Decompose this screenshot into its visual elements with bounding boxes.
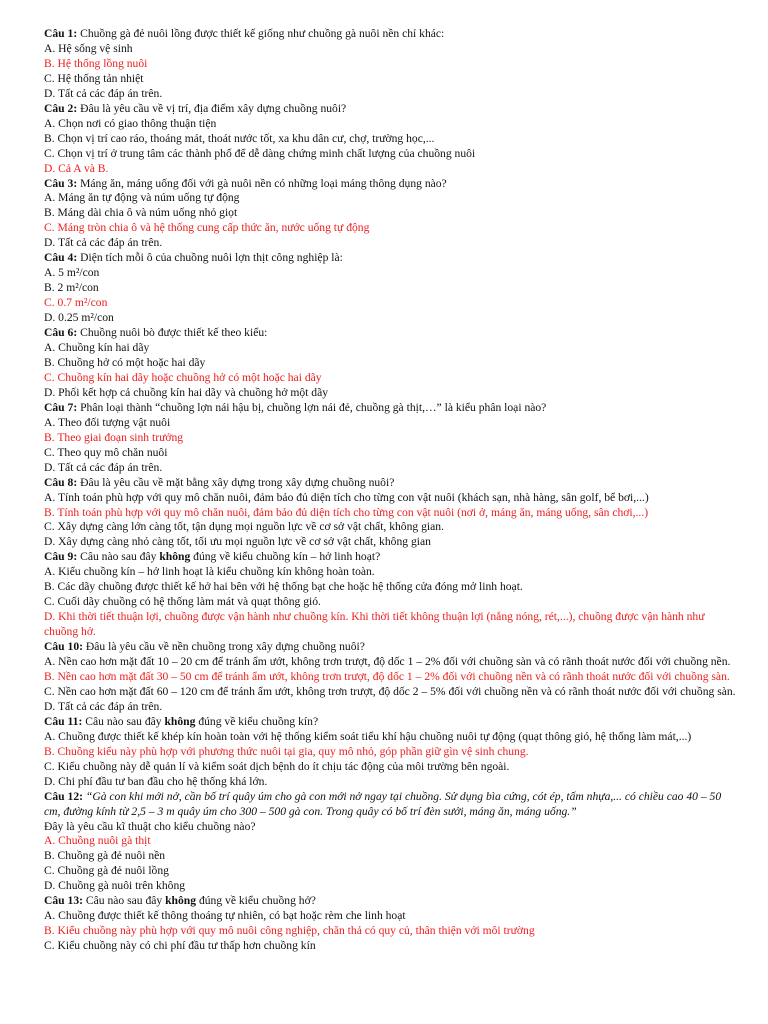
question-13 [44, 894, 738, 954]
question-6 [44, 326, 738, 401]
answer-option-correct: B. Nền cao hơn mặt đất 30 – 50 cm để tránh ẩm ướt, không trơn trượt, độ dốc 1 – 2% đối với chuồng nền và có rãnh thoát nước đối với chuồng sàn. [44, 669, 730, 683]
answer-option: D. Tất cả các đáp án trên. [44, 236, 163, 250]
question-text: Đâu là yêu cầu về mặt bằng xây dựng trong xây dựng chuồng nuôi? [80, 475, 395, 489]
question-text: Chuồng gà đẻ nuôi lồng được thiết kế giống như chuồng gà nuôi nền chỉ khác: [80, 27, 445, 40]
question-label: Câu 8: [44, 475, 78, 489]
question-stem [44, 550, 738, 565]
answer-option: C. Kiểu chuồng này dễ quản lí và kiểm soát dịch bệnh do ít chịu tác động của môi trường bên ngoài. [44, 759, 510, 773]
negation-keyword: không [165, 894, 197, 908]
answer-option: A. Chọn nơi có giao thông thuận tiện [44, 116, 217, 130]
answer-option-correct: B. Hệ thống lồng nuôi [44, 56, 148, 70]
answer-option-correct: C. Chuồng kín hai dãy hoặc chuồng hở có một hoặc hai dãy [44, 370, 322, 384]
answer-option-correct: B. Chuồng kiểu này phù hợp với phương thức nuôi tại gia, quy mô nhỏ, góp phần giữ gìn vệ sinh chung. [44, 744, 529, 758]
question-text: Máng ăn, máng uống đối với gà nuôi nền có những loại máng thông dụng nào? [80, 176, 447, 190]
question-stem [44, 401, 738, 416]
answer-option: A. Hệ sống vệ sinh [44, 41, 133, 55]
answer-option: B. Chuồng gà đẻ nuôi nền [44, 849, 166, 863]
question-text: Câu nào sau đây [85, 714, 162, 728]
answer-option: A. Chuồng kín hai dãy [44, 341, 150, 355]
answer-option: B. Máng dài chia ô và núm uống nhỏ giọt [44, 206, 238, 220]
answer-option-correct: A. Chuồng nuôi gà thịt [44, 834, 151, 848]
question-text: Câu nào sau đây [80, 550, 157, 564]
answer-option: C. Nền cao hơn mặt đất 60 – 120 cm để tránh ẩm ướt, không trơn trượt, độ dốc 2 – 5% đối với chuồng nền và có rãnh thoát nước đối với chuồng sàn. [44, 684, 736, 698]
question-text: Diện tích mỗi ô của chuồng nuôi lợn thịt công nghiệp là: [80, 251, 343, 265]
question-stem [44, 790, 738, 820]
question-11 [44, 715, 738, 790]
answer-option-correct: C. Máng tròn chia ô và hệ thống cung cấp thức ăn, nước uống tự động [44, 221, 370, 235]
answer-option: B. Các dãy chuồng được thiết kế hở hai bên với hệ thống bạt che hoặc hệ thống cửa đóng mở linh hoạt. [44, 580, 523, 594]
negation-keyword: không [159, 550, 191, 564]
answer-option-correct: B. Tính toán phù hợp với quy mô chăn nuôi, đảm bảo đủ diện tích cho từng con vật nuôi (nơi ở, máng ăn, máng uống, sân chơi,...) [44, 505, 649, 519]
question-text: Phân loại thành “chuồng lợn nái hậu bị, chuồng lợn nái đẻ, chuồng gà thịt,…” là kiểu phân loại nào? [80, 400, 547, 414]
answer-option: C. Kiểu chuồng này có chi phí đầu tư thấp hơn chuồng kín [44, 939, 316, 953]
question-7 [44, 401, 738, 476]
answer-option-correct: D. Cả A và B. [44, 161, 109, 175]
answer-option-correct: C. 0.7 m²/con [44, 296, 108, 310]
question-label: Câu 13: [44, 894, 83, 908]
question-3 [44, 177, 738, 252]
question-label: Câu 4: [44, 251, 78, 265]
answer-option: D. Chuồng gà nuôi trên không [44, 879, 186, 893]
answer-option: C. Chuồng gà đẻ nuôi lồng [44, 864, 169, 878]
question-stem [44, 476, 738, 491]
answer-option: B. Chọn vị trí cao ráo, thoáng mát, thoát nước tốt, xa khu dân cư, chợ, trường học,... [44, 131, 435, 145]
answer-option: A. Máng ăn tự động và núm uống tự động [44, 191, 240, 205]
answer-option: D. Tất cả các đáp án trên. [44, 460, 163, 474]
answer-option: C. Cuối dãy chuồng có hệ thống làm mát và quạt thông gió. [44, 595, 321, 609]
answer-option: C. Hệ thống tản nhiệt [44, 71, 144, 85]
answer-option-correct: D. Khi thời tiết thuận lợi, chuồng được vận hành như chuồng kín. Khi thời tiết không thuận lợi (nắng nóng, rét,...), chuồng được vận hành như chuồng hở. [44, 610, 705, 639]
question-label: Câu 1: [44, 27, 78, 40]
question-stem [44, 177, 738, 192]
answer-option: D. 0.25 m²/con [44, 311, 114, 325]
answer-option: D. Tất cả các đáp án trên. [44, 86, 163, 100]
answer-option: A. Chuồng được thiết kế khép kín hoàn toàn với hệ thống kiểm soát tiểu khí hậu chuồng nuôi tự động (quạt thông gió, hệ thống làm mát,...) [44, 729, 692, 743]
question-text: Đâu là yêu cầu về vị trí, địa điểm xây dựng chuồng nuôi? [80, 101, 347, 115]
question-text: Chuồng nuôi bò được thiết kế theo kiểu: [80, 326, 268, 340]
question-8 [44, 476, 738, 551]
question-stem [44, 894, 738, 909]
question-label: Câu 12: [44, 789, 83, 803]
question-4 [44, 251, 738, 326]
question-label: Câu 7: [44, 400, 78, 414]
answer-option-correct: B. Theo giai đoạn sinh trưởng [44, 430, 184, 444]
answer-option: D. Chi phí đầu tư ban đầu cho hệ thống khá lớn. [44, 774, 268, 788]
answer-option: C. Chọn vị trí ở trung tâm các thành phố để dễ dàng chứng minh chất lượng của chuồng nuôi [44, 146, 476, 160]
question-label: Câu 6: [44, 326, 78, 340]
question-text: Đâu là yêu cầu về nền chuồng trong xây dựng chuồng nuôi? [85, 640, 365, 654]
answer-option: A. Theo đối tượng vật nuôi [44, 415, 171, 429]
question-text: đúng về kiểu chuồng hở? [198, 894, 316, 908]
question-9 [44, 550, 738, 640]
question-text: đúng về kiểu chuồng kín? [198, 714, 319, 728]
answer-option-correct: B. Kiểu chuồng này phù hợp với quy mô nuôi công nghiệp, chăn thả có quy củ, thân thiện với môi trường [44, 924, 535, 938]
answer-option: C. Xây dựng càng lớn càng tốt, tận dụng mọi nguồn lực về cơ sở vật chất, không gian. [44, 520, 444, 534]
question-10 [44, 640, 738, 715]
question-stem [44, 326, 738, 341]
answer-option: D. Phối kết hợp cả chuồng kín hai dãy và chuồng hở một dãy [44, 385, 329, 399]
question-2 [44, 102, 738, 177]
question-label: Câu 11: [44, 714, 83, 728]
question-stem [44, 640, 738, 655]
negation-keyword: không [164, 714, 196, 728]
question-label: Câu 2: [44, 101, 78, 115]
question-text: đúng về kiểu chuồng kín – hở linh hoạt? [193, 550, 381, 564]
answer-option: C. Theo quy mô chăn nuôi [44, 445, 168, 459]
question-label: Câu 3: [44, 176, 78, 190]
question-stem [44, 27, 738, 42]
question-stem [44, 715, 738, 730]
answer-option: B. 2 m²/con [44, 281, 99, 295]
question-label: Câu 10: [44, 640, 83, 654]
answer-option: B. Chuồng hở có một hoặc hai dãy [44, 355, 206, 369]
answer-option: D. Tất cả các đáp án trên. [44, 699, 163, 713]
question-text: Đây là yêu cầu kĩ thuật cho kiểu chuồng nào? [44, 819, 256, 833]
question-12 [44, 790, 738, 895]
answer-option: A. Chuồng được thiết kế thông thoáng tự nhiên, có bạt hoặc rèm che linh hoạt [44, 909, 406, 923]
answer-option: D. Xây dựng càng nhỏ càng tốt, tối ưu mọi nguồn lực về cơ sở vật chất, không gian [44, 535, 431, 549]
answer-option: A. Tính toán phù hợp với quy mô chăn nuôi, đảm bảo đủ diện tích cho từng con vật nuôi (khách sạn, nhà hàng, sân golf, bể bơi,...) [44, 490, 649, 504]
question-text: Câu nào sau đây [85, 894, 163, 908]
question-stem [44, 251, 738, 266]
answer-option: A. Nền cao hơn mặt đất 10 – 20 cm để tránh ẩm ướt, không trơn trượt, độ dốc 1 – 2% đối với chuồng sàn và có rãnh thoát nước đối với chuồng nền. [44, 655, 731, 669]
answer-option: A. 5 m²/con [44, 266, 100, 280]
answer-option: A. Kiểu chuồng kín – hở linh hoạt là kiểu chuồng kín không hoàn toàn. [44, 565, 375, 579]
question-label: Câu 9: [44, 550, 78, 564]
question-1 [44, 27, 738, 102]
question-quote: “Gà con khi mới nở, cần bố trí quây úm cho gà con mới nở ngay tại chuồng. Sử dụng bìa cứng, cót ép, tấm nhựa,... có chiều cao 40 – 50 cm, đường kính từ 2,5 – 3 m quây úm cho 300 – 500 gà con. Trong quây có bố trí đèn sưởi, máng ăn, máng uống.” [44, 789, 722, 818]
question-stem [44, 102, 738, 117]
